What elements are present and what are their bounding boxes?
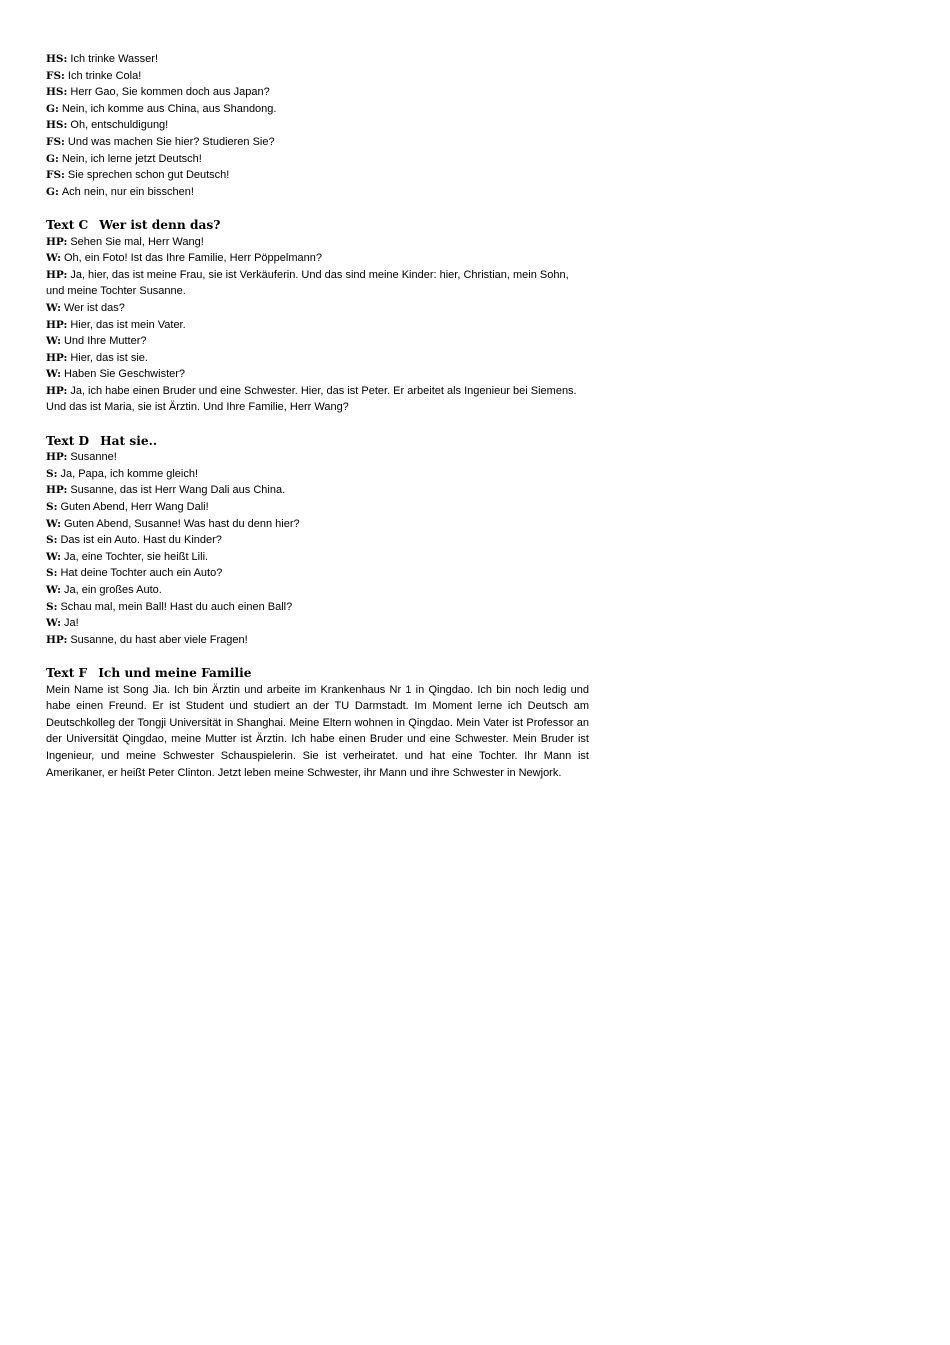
intro-dialogue [46, 51, 589, 200]
speaker: FS: [46, 135, 65, 148]
dialogue-line [46, 317, 589, 334]
dialogue-line [46, 599, 589, 616]
speaker: G: [46, 152, 59, 165]
speaker: S: [46, 467, 58, 480]
dialogue-line [46, 383, 589, 416]
speaker: HP: [46, 384, 68, 397]
speaker: W: [46, 301, 61, 314]
utterance: Susanne, du hast aber viele Fragen! [70, 633, 248, 646]
dialogue-line [46, 350, 589, 367]
dialogue-line [46, 184, 589, 201]
utterance: Das ist ein Auto. Hast du Kinder? [60, 534, 222, 547]
speaker: HS: [46, 53, 68, 65]
utterance: Hat deine Tochter auch ein Auto? [60, 567, 223, 580]
speaker: HS: [46, 86, 68, 99]
speaker: HP: [46, 633, 68, 646]
utterance: Herr Gao, Sie kommen doch aus Japan? [70, 86, 270, 99]
section-label: Text D [46, 433, 90, 448]
dialogue-line [46, 101, 589, 118]
speaker: W: [46, 517, 61, 530]
utterance: Ja! [63, 617, 79, 630]
utterance: Sie sprechen schon gut Deutsch! [67, 169, 230, 182]
dialogue-line [46, 466, 589, 483]
dialogue-line [46, 267, 589, 300]
utterance: Sehen Sie mal, Herr Wang! [70, 235, 204, 248]
dialogue-line [46, 250, 589, 267]
utterance: Ja, ein großes Auto. [63, 584, 162, 596]
dialogue-line [46, 615, 589, 632]
section-text-c [46, 217, 589, 416]
section-heading [46, 217, 589, 234]
speaker: W: [46, 550, 61, 563]
section-heading [46, 433, 589, 450]
document-page [46, 51, 589, 781]
speaker: S: [46, 534, 58, 547]
utterance: Ich trinke Wasser! [70, 53, 159, 65]
section-label: Text C [46, 217, 89, 232]
section-text-d [46, 433, 589, 649]
dialogue-line [46, 366, 589, 383]
utterance: Hier, das ist sie. [70, 351, 148, 364]
utterance: Susanne! [70, 451, 117, 464]
utterance: Nein, ich lerne jetzt Deutsch! [61, 152, 202, 165]
speaker: W: [46, 617, 61, 630]
dialogue-line [46, 300, 589, 317]
utterance: Guten Abend, Herr Wang Dali! [60, 501, 209, 514]
speaker: HP: [46, 235, 68, 248]
dialogue-line [46, 167, 589, 184]
speaker: S: [46, 600, 58, 613]
utterance: Ja, hier, das ist meine Frau, sie ist Verkäuferin. Und das sind meine Kinder: hier, Christian, mein Sohn, und meine Tochter Susanne. [46, 268, 569, 298]
dialogue-line [46, 632, 589, 649]
utterance: Haben Sie Geschwister? [63, 368, 186, 381]
utterance: Wer ist das? [63, 301, 125, 314]
dialogue-line [46, 482, 589, 499]
utterance: Oh, ein Foto! Ist das Ihre Familie, Herr Pöppelmann? [63, 252, 322, 265]
speaker: W: [46, 368, 61, 381]
dialogue-line [46, 499, 589, 516]
dialogue-line [46, 151, 589, 168]
dialogue-line [46, 234, 589, 251]
dialogue-line [46, 582, 589, 599]
utterance: Ja, ich habe einen Bruder und eine Schwester. Hier, das ist Peter. Er arbeitet als Ingenieur bei Siemens. Und das ist Maria, sie ist Ärztin. Und Ihre Familie, Herr Wang? [46, 384, 577, 414]
utterance: Ja, Papa, ich komme gleich! [60, 467, 199, 480]
speaker: S: [46, 567, 58, 580]
speaker: W: [46, 252, 61, 265]
speaker: W: [46, 335, 61, 348]
speaker: HP: [46, 268, 68, 281]
utterance: Schau mal, mein Ball! Hast du auch einen Ball? [60, 600, 293, 613]
section-text-f [46, 665, 589, 781]
utterance: Guten Abend, Susanne! Was hast du denn hier? [63, 517, 300, 530]
utterance: Oh, entschuldigung! [70, 119, 169, 132]
utterance: Und Ihre Mutter? [63, 335, 147, 348]
speaker: S: [46, 501, 58, 514]
speaker: HP: [46, 484, 68, 497]
speaker: FS: [46, 69, 65, 82]
section-title: Wer ist denn das? [99, 217, 221, 232]
body-paragraph: Mein Name ist Song Jia. Ich bin Ärztin und arbeite im Krankenhaus Nr 1 in Qingdao. Ich bin noch ledig und habe einen Freund. Er ist Student und studiert an der TU Darmstadt. Im Moment lerne ich Deutsch am Deutschkolleg der Tongji Universität in Shanghai. Meine Eltern wohnen in Qingdao. Mein Vater ist Professor an der Universität Qingdao, meine Mutter ist Ärztin. Ich habe einen Bruder und eine Schwester. Mein Bruder ist Ingenieur, und meine Schwester Schauspielerin. Sie ist verheiratet. und hat eine Tochter. Ihr Mann ist Amerikaner, er heißt Peter Clinton. Jetzt leben meine Schwester, ihr Mann und ihre Schwester in Newjork. [46, 683, 589, 779]
utterance: Ach nein, nur ein bisschen! [61, 185, 194, 198]
dialogue-line [46, 532, 589, 549]
dialogue-line [46, 549, 589, 566]
dialogue-line [46, 84, 589, 101]
utterance: Hier, das ist mein Vater. [70, 318, 186, 331]
dialogue-line [46, 449, 589, 466]
speaker: W: [46, 584, 61, 596]
section-heading [46, 665, 589, 682]
section-label: Text F [46, 665, 88, 680]
speaker: HP: [46, 351, 68, 364]
section-title: Hat sie.. [100, 433, 158, 448]
dialogue-line [46, 134, 589, 151]
utterance: Nein, ich komme aus China, aus Shandong. [61, 102, 277, 115]
utterance: Und was machen Sie hier? Studieren Sie? [67, 135, 275, 148]
dialogue-line [46, 117, 589, 134]
dialogue-line [46, 565, 589, 582]
speaker: HP: [46, 318, 68, 331]
section-title: Ich und meine Familie [98, 665, 252, 680]
dialogue-line [46, 516, 589, 533]
speaker: HP: [46, 451, 68, 464]
speaker: G: [46, 185, 59, 198]
speaker: G: [46, 102, 59, 115]
utterance: Susanne, das ist Herr Wang Dali aus China. [70, 484, 286, 497]
dialogue-line [46, 333, 589, 350]
speaker: FS: [46, 169, 65, 182]
utterance: Ja, eine Tochter, sie heißt Lili. [63, 550, 209, 563]
dialogue-line [46, 51, 589, 68]
utterance: Ich trinke Cola! [67, 69, 142, 82]
speaker: HS: [46, 119, 68, 132]
dialogue-line [46, 68, 589, 85]
